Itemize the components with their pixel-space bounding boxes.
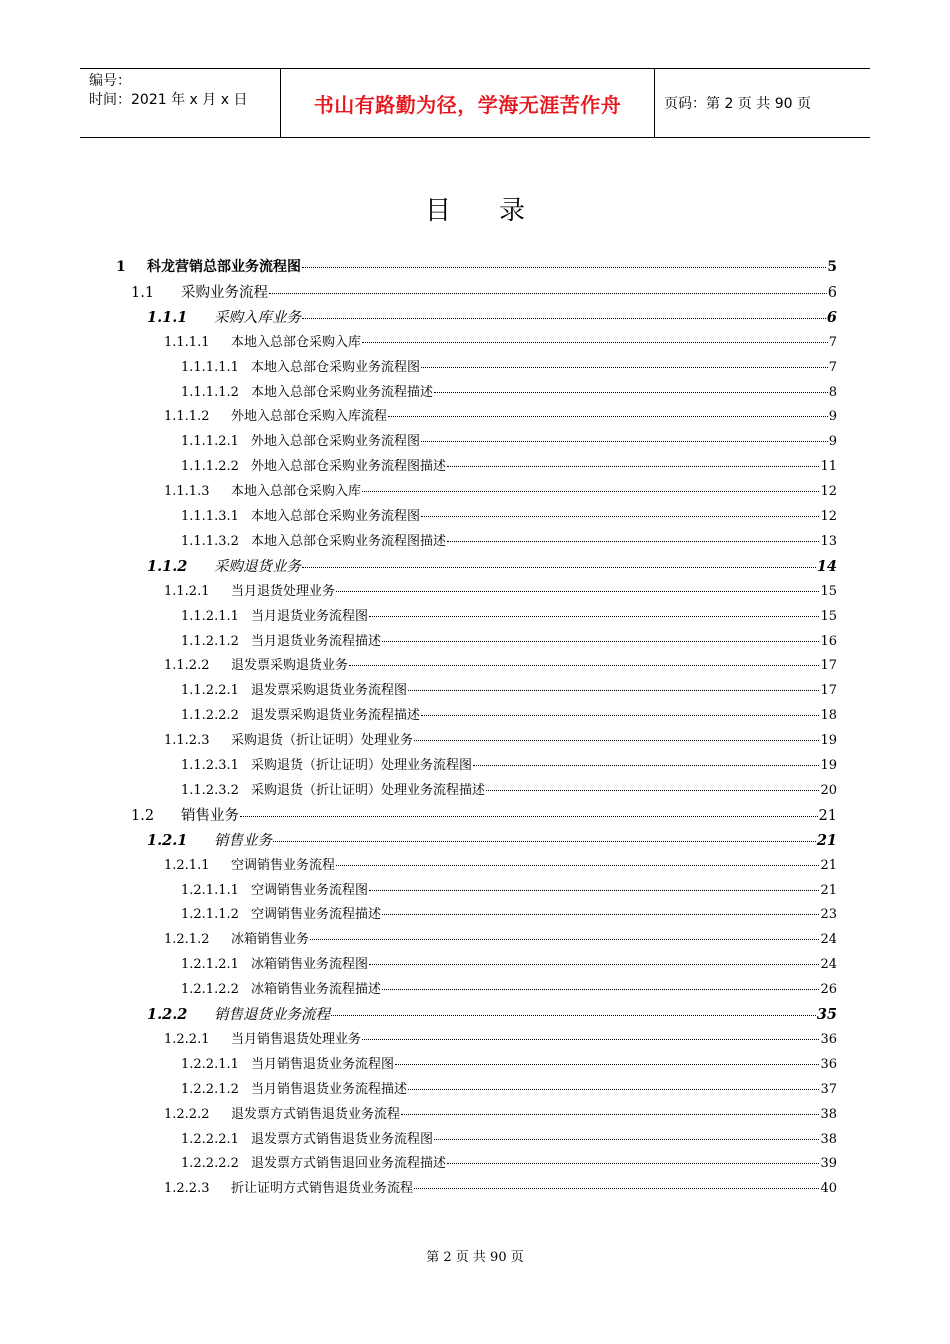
toc-entry-number: 1.2.1.1 xyxy=(164,857,210,873)
toc-entry[interactable] xyxy=(164,580,837,602)
toc-entry-number: 1.1.2.2.2 xyxy=(181,708,239,724)
toc-entry[interactable] xyxy=(181,1128,837,1150)
toc-entry-number: 1.2.2 xyxy=(147,1006,188,1023)
toc-entry-label: 采购退货（折让证明）处理业务 xyxy=(231,733,414,749)
toc-entry[interactable] xyxy=(131,281,837,303)
toc-entry-page: 13 xyxy=(820,533,837,549)
header-page-info: 页码：第 2 页 共 90 页 xyxy=(664,96,811,112)
toc-entry-label: 当月销售退货处理业务 xyxy=(231,1031,362,1047)
toc-entry[interactable] xyxy=(181,505,837,527)
document-date: 时间：2021 年 x 月 x 日 xyxy=(89,92,248,108)
toc-entry-number: 1 xyxy=(116,259,126,275)
toc-entry-number: 1.1.2.1.1 xyxy=(181,608,239,624)
toc-entry-number: 1.1.1.3 xyxy=(164,484,210,500)
toc-entry-number: 1.1.1.2.1 xyxy=(181,434,239,450)
toc-entry-label: 退发票方式销售退回业务流程描述 xyxy=(251,1156,447,1172)
toc-entry[interactable] xyxy=(131,804,837,826)
toc-entry-page: 21 xyxy=(820,882,837,898)
toc-entry-label: 当月退货业务流程图 xyxy=(251,608,369,624)
toc-entry[interactable] xyxy=(181,679,837,701)
toc-entry-number: 1.2.2.1 xyxy=(164,1031,210,1047)
toc-entry-label: 折让证明方式销售退货业务流程 xyxy=(231,1181,414,1197)
toc-entry-page: 19 xyxy=(820,758,837,773)
toc-leader-dots xyxy=(473,765,819,766)
toc-entry-number: 1.1.2.1 xyxy=(164,583,210,599)
toc-leader-dots xyxy=(382,914,819,915)
toc-entry-number: 1.2.1.1.1 xyxy=(181,882,239,898)
toc-entry-number: 1.1.1.1 xyxy=(164,334,210,350)
toc-entry-page: 39 xyxy=(820,1156,837,1172)
toc-entry[interactable] xyxy=(147,829,837,851)
toc-entry-number: 1.2.1 xyxy=(147,831,188,849)
toc-leader-dots xyxy=(408,690,819,691)
toc-entry-number: 1.2.2.2.1 xyxy=(181,1131,239,1147)
toc-entry-number: 1.1.1.3.1 xyxy=(181,509,239,524)
toc-entry-label: 空调销售业务流程图 xyxy=(251,882,369,898)
toc-leader-dots xyxy=(395,1064,819,1065)
toc-entry-page: 24 xyxy=(820,932,837,948)
toc-entry-label: 外地入总部仓采购业务流程图 xyxy=(251,434,421,450)
toc-entry[interactable] xyxy=(181,879,837,901)
toc-leader-dots xyxy=(414,1188,819,1189)
toc-entry-label: 本地入总部仓采购业务流程描述 xyxy=(251,384,434,400)
toc-leader-dots xyxy=(302,318,826,319)
toc-entry-label: 当月退货业务流程描述 xyxy=(251,633,382,649)
toc-leader-dots xyxy=(388,416,828,417)
toc-entry-label: 科龙营销总部业务流程图 xyxy=(147,259,301,275)
toc-entry-number: 1.2.1.2 xyxy=(164,932,210,948)
toc-leader-dots xyxy=(382,989,819,990)
toc-entry-label: 空调销售业务流程 xyxy=(231,857,336,873)
toc-entry-label: 采购退货（折让证明）处理业务流程图 xyxy=(251,758,473,773)
toc-leader-dots xyxy=(349,665,819,666)
toc-entry-number: 1.1.1.2.2 xyxy=(181,459,239,475)
toc-entry-page: 17 xyxy=(820,658,837,674)
toc-entry[interactable] xyxy=(181,605,837,627)
toc-leader-dots xyxy=(336,865,819,866)
header-motto: 书山有路勤为径，学海无涯苦作舟 xyxy=(281,69,655,137)
toc-entry-label: 退发票方式销售退货业务流程图 xyxy=(251,1131,434,1147)
toc-entry[interactable] xyxy=(164,654,837,676)
toc-entry-page: 38 xyxy=(820,1106,837,1122)
toc-leader-dots xyxy=(434,392,828,393)
toc-leader-dots xyxy=(269,293,827,294)
toc-entry-page: 37 xyxy=(820,1081,837,1097)
header-meta xyxy=(80,69,281,137)
toc-entry[interactable] xyxy=(164,1177,837,1199)
toc-entry-number: 1.2.2.2.2 xyxy=(181,1156,239,1172)
toc-entry-number: 1.1.1 xyxy=(147,308,188,326)
toc-leader-dots xyxy=(310,939,819,940)
toc-entry-page: 14 xyxy=(816,557,837,575)
toc-entry-number: 1.1.2 xyxy=(147,557,188,575)
toc-entry-page: 24 xyxy=(820,957,837,973)
toc-entry-page: 5 xyxy=(827,259,837,275)
toc-leader-dots xyxy=(362,1039,819,1040)
toc-leader-dots xyxy=(331,1015,816,1016)
toc-entry[interactable] xyxy=(147,555,837,577)
toc-entry-page: 9 xyxy=(828,409,837,425)
toc-entry[interactable] xyxy=(181,1152,837,1174)
toc-entry-label: 采购退货业务 xyxy=(214,558,301,575)
toc-entry[interactable] xyxy=(164,729,837,751)
toc-leader-dots xyxy=(369,890,819,891)
toc-entry-number: 1.1.1.2 xyxy=(164,409,210,425)
toc-entry-label: 当月销售退货业务流程描述 xyxy=(251,1081,408,1097)
toc-entry-page: 36 xyxy=(820,1056,837,1072)
toc-entry-page: 12 xyxy=(820,484,837,500)
toc-entry[interactable] xyxy=(181,381,837,403)
toc-entry-label: 冰箱销售业务流程图 xyxy=(251,957,369,973)
toc-leader-dots xyxy=(421,715,819,716)
toc-entry-page: 9 xyxy=(828,434,837,450)
toc-entry-page: 21 xyxy=(816,831,837,849)
toc-entry-label: 本地入总部仓采购入库 xyxy=(231,334,362,350)
toc-entry-number: 1.2.2.2 xyxy=(164,1106,210,1122)
page-header xyxy=(80,68,870,138)
toc-entry[interactable] xyxy=(147,306,837,328)
toc-leader-dots xyxy=(421,441,828,442)
toc-leader-dots xyxy=(302,267,826,268)
toc-entry-page: 23 xyxy=(820,907,837,923)
toc-leader-dots xyxy=(369,616,819,617)
toc-entry[interactable] xyxy=(181,1078,837,1100)
toc-entry-page: 38 xyxy=(820,1131,837,1147)
toc-entry-label: 冰箱销售业务流程描述 xyxy=(251,982,382,998)
toc-entry-label: 当月销售退货业务流程图 xyxy=(251,1056,395,1072)
toc-entry[interactable] xyxy=(147,1003,837,1025)
toc-entry-number: 1.1.2.3.1 xyxy=(181,758,239,773)
toc-entry-number: 1.2.1.2.2 xyxy=(181,982,239,998)
toc-entry-number: 1.1.1.1.2 xyxy=(181,384,239,400)
toc-leader-dots xyxy=(302,567,816,568)
toc-entry[interactable] xyxy=(181,430,837,452)
toc-entry-number: 1.1.1.3.2 xyxy=(181,533,239,549)
toc-entry[interactable] xyxy=(164,1103,837,1125)
toc-entry[interactable] xyxy=(181,356,837,378)
toc-entry-number: 1.1.2.3.2 xyxy=(181,782,239,798)
toc-entry-page: 21 xyxy=(820,857,837,873)
toc-entry-page: 18 xyxy=(820,708,837,724)
toc-entry[interactable] xyxy=(181,903,837,925)
toc-entry-page: 7 xyxy=(828,359,837,375)
toc-entry-label: 本地入总部仓采购业务流程图 xyxy=(251,359,421,375)
toc-entry[interactable] xyxy=(164,928,837,950)
toc-entry-page: 15 xyxy=(820,583,837,599)
toc-leader-dots xyxy=(447,541,819,542)
toc-entry-page: 40 xyxy=(820,1181,837,1197)
toc-entry-page: 20 xyxy=(820,782,837,798)
toc-leader-dots xyxy=(421,516,819,517)
toc-entry-label: 采购入库业务 xyxy=(214,309,301,326)
toc-entry-page: 26 xyxy=(820,982,837,998)
toc-entry[interactable] xyxy=(181,704,837,726)
toc-entry-label: 采购业务流程 xyxy=(181,284,268,301)
toc-entry-page: 15 xyxy=(820,608,837,624)
page-footer: 第 2 页 共 90 页 xyxy=(426,1250,524,1265)
toc-entry-number: 1.1.2.3 xyxy=(164,733,210,749)
toc-entry-number: 1.2.1.1.2 xyxy=(181,907,239,923)
toc-entry[interactable] xyxy=(164,405,837,427)
toc-entry-label: 退发票方式销售退货业务流程 xyxy=(231,1106,401,1122)
document-number-label: 编号： xyxy=(89,73,131,89)
toc-leader-dots xyxy=(362,491,819,492)
toc-entry-label: 销售业务 xyxy=(181,807,239,824)
toc-entry-page: 8 xyxy=(828,384,837,400)
toc-entry-page: 12 xyxy=(820,509,837,524)
toc-entry-page: 35 xyxy=(816,1006,837,1023)
toc-entry-page: 19 xyxy=(820,733,837,749)
toc-entry-number: 1.1.2.1.2 xyxy=(181,633,239,649)
toc-entry[interactable] xyxy=(181,455,837,477)
toc-entry-page: 6 xyxy=(827,284,837,301)
toc-entry[interactable] xyxy=(181,1053,837,1075)
toc-entry-label: 冰箱销售业务 xyxy=(231,932,310,948)
toc-entry-page: 6 xyxy=(826,308,837,326)
toc-entry-number: 1.1.2.2 xyxy=(164,658,210,674)
toc-leader-dots xyxy=(434,1139,819,1140)
toc-entry[interactable] xyxy=(181,530,837,552)
toc-entry[interactable] xyxy=(181,779,837,801)
toc-leader-dots xyxy=(447,1163,819,1164)
page-title: 目录 xyxy=(424,196,573,226)
toc-entry[interactable] xyxy=(181,754,837,776)
toc-entry-label: 当月退货处理业务 xyxy=(231,583,336,599)
toc-entry-page: 17 xyxy=(820,683,837,699)
toc-entry-number: 1.2.2.1.2 xyxy=(181,1081,239,1097)
toc-leader-dots xyxy=(369,964,819,965)
toc-entry-label: 采购退货（折让证明）处理业务流程描述 xyxy=(251,782,486,798)
toc-entry-label: 退发票采购退货业务流程描述 xyxy=(251,708,421,724)
toc-entry-page: 7 xyxy=(828,334,837,350)
toc-entry[interactable] xyxy=(181,978,837,1000)
toc-entry-number: 1.1 xyxy=(131,284,155,301)
toc-entry-label: 本地入总部仓采购业务流程图描述 xyxy=(251,533,447,549)
toc-entry-label: 本地入总部仓采购入库 xyxy=(231,484,362,500)
toc-entry-label: 空调销售业务流程描述 xyxy=(251,907,382,923)
toc-entry-page: 36 xyxy=(820,1031,837,1047)
toc-leader-dots xyxy=(401,1114,819,1115)
toc-entry[interactable] xyxy=(164,1028,837,1050)
toc-entry[interactable] xyxy=(164,854,837,876)
toc-entry-label: 销售业务 xyxy=(214,832,272,849)
toc-entry-label: 外地入总部仓采购入库流程 xyxy=(231,409,388,425)
toc-entry-label: 外地入总部仓采购业务流程图描述 xyxy=(251,459,447,475)
toc-entry-number: 1.1.1.1.1 xyxy=(181,359,239,375)
toc-entry-number: 1.2.1.2.1 xyxy=(181,957,239,973)
toc-entry[interactable] xyxy=(164,331,837,353)
toc-leader-dots xyxy=(240,816,818,817)
toc-leader-dots xyxy=(447,466,819,467)
toc-entry-number: 1.2.2.3 xyxy=(164,1181,210,1197)
toc-entry-page: 16 xyxy=(820,633,837,649)
toc-leader-dots xyxy=(382,641,819,642)
toc-leader-dots xyxy=(421,367,828,368)
toc-entry[interactable] xyxy=(181,953,837,975)
toc-entry-label: 本地入总部仓采购业务流程图 xyxy=(251,509,421,524)
toc-entry-number: 1.2 xyxy=(131,807,155,824)
toc-entry[interactable] xyxy=(116,256,837,278)
toc-leader-dots xyxy=(273,841,816,842)
toc-entry-page: 21 xyxy=(818,807,837,824)
toc-entry-page: 11 xyxy=(820,459,837,475)
toc-leader-dots xyxy=(414,740,819,741)
toc-entry-number: 1.2.2.1.1 xyxy=(181,1056,239,1072)
toc-leader-dots xyxy=(362,342,828,343)
toc-entry[interactable] xyxy=(164,480,837,502)
toc-entry-label: 销售退货业务流程 xyxy=(214,1007,330,1023)
toc-entry-label: 退发票采购退货业务 xyxy=(231,658,349,674)
toc-leader-dots xyxy=(486,790,819,791)
toc-entry-number: 1.1.2.2.1 xyxy=(181,683,239,699)
toc-entry[interactable] xyxy=(181,630,837,652)
toc-leader-dots xyxy=(408,1089,819,1090)
toc-entry-label: 退发票采购退货业务流程图 xyxy=(251,683,408,699)
toc-leader-dots xyxy=(336,591,819,592)
